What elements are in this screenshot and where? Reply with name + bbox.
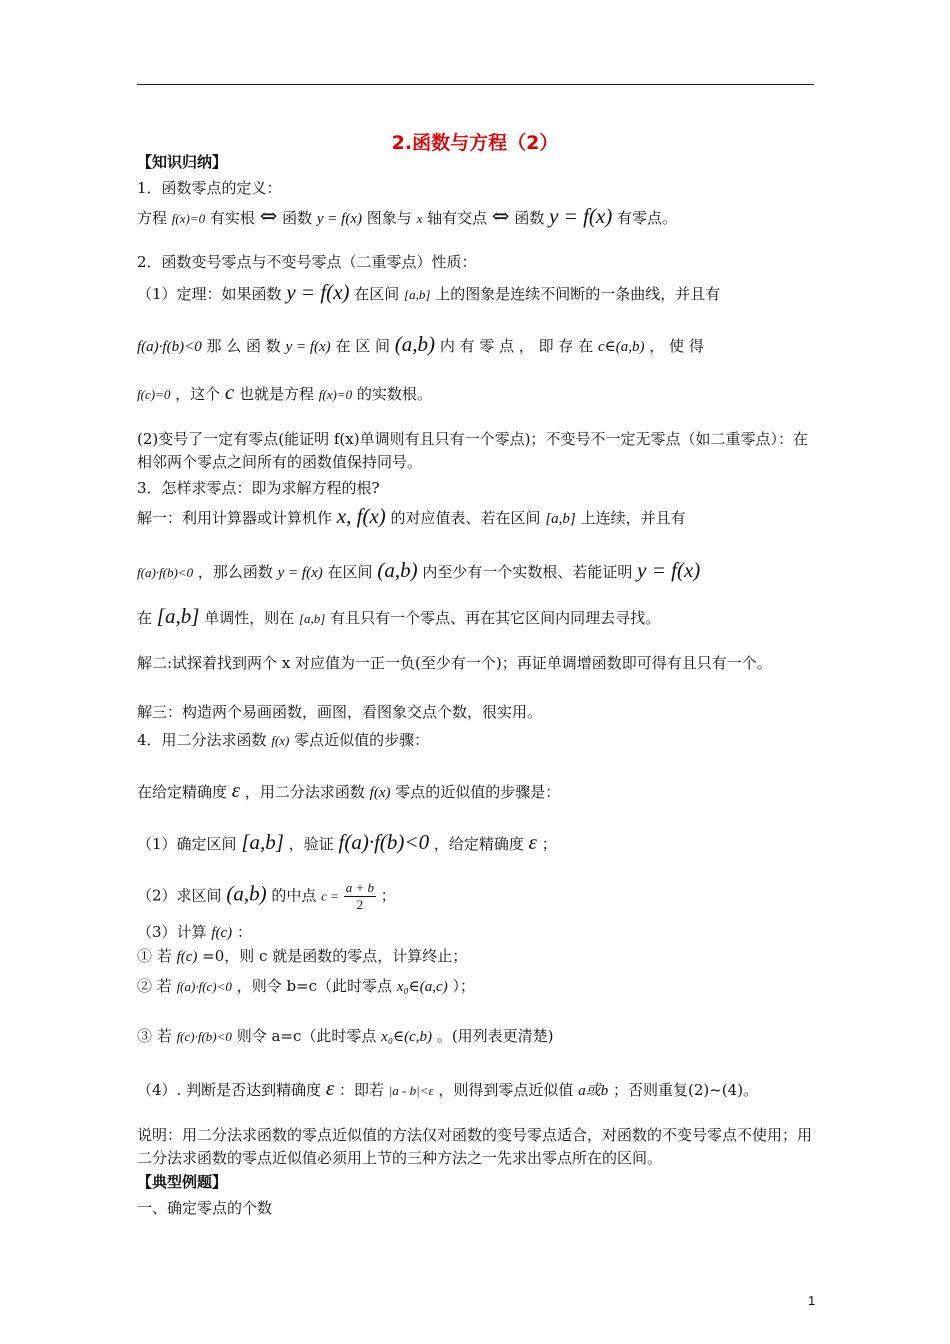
method-1-line-3: 在 [a,b] 单调性，则在 [a,b] 有且只有一个零点、再在其它区间内同理去寻找。 (137, 604, 661, 628)
case-3: ③ 若 f(c)·f(b)<0 则令 a=c（此时零点 x₀∈(c,b) 。(用列表更清楚) (137, 1027, 554, 1045)
bisection-step-4: （4）. 判断是否达到精确度 ε ：即若 |a - b|<ε ，则得到零点近似值 a或b ；否则重复(2)~(4)。 (137, 1076, 759, 1100)
bisection-step-3: （3）计算 f(c) ： (137, 923, 252, 941)
bisection-step-1: （1）确定区间 [a,b] ，验证 f(a)·f(b)<0 ，给定精确度 ε ； (137, 830, 557, 854)
method-2: 解二:试探着找到两个 x 对应值为一正一负(至少有一个)；再证单调增函数即可得有且只有一个。 (137, 654, 772, 672)
method-1-line-2: f(a)·f(b)<0 ，那么函数 y = f(x) 在区间 (a,b) 内至少有一个实数根、若能证明 y = f(x) (137, 558, 701, 582)
midpoint-fraction: $\frac{a + b}{2}$ (345, 880, 375, 912)
item-4-heading: 4．用二分法求函数 f(x) 零点近似值的步骤： (137, 731, 430, 749)
case-1: ① 若 f(c) =0，则 c 就是函数的零点，计算终止； (137, 947, 468, 965)
theorem-line-2: f(a)·f(b)<0 那 么 函 数 y = f(x) 在 区 间 (a,b) 内 有 零 点 ， 即 存 在 c∈(a,b) ， 使 得 (137, 332, 704, 356)
theorem-line-1: （1）定理：如果函数 y = f(x) 在区间 [a,b] 上的图象是连续不间断的一条曲线，并且有 (137, 280, 721, 304)
item-2-heading: 2．函数变号零点与不变号零点（二重零点）性质： (137, 253, 477, 271)
item-1-heading: 1．函数零点的定义： (137, 179, 282, 197)
sign-change-note: (2)变号了一定有零点(能证明 f(x)单调则有且只有一个零点)；不变号不一定无零点（如二重零点）：在相邻两个零点之间所有的函数值保持同号。 (137, 430, 808, 471)
method-3: 解三：构造两个易画函数，画图，看图象交点个数，很实用。 (137, 703, 543, 721)
bisection-note: 说明：用二分法求函数的零点近似值的方法仅对函数的变号零点适合，对函数的不变号零点不使用；用二分法求函数的零点近似值必须用上节的三种方法之一先求出零点所在的区间。 (137, 1126, 813, 1167)
section-heading-examples: 【典型例题】 (137, 1173, 228, 1191)
example-heading-1: 一、确定零点的个数 (137, 1199, 273, 1217)
page-title: 2.函数与方程（2） (391, 132, 559, 154)
bisection-intro: 在给定精确度 ε ，用二分法求函数 f(x) 零点的近似值的步骤是： (137, 778, 561, 802)
header-rule (137, 84, 814, 85)
method-1-line-1: 解一：利用计算器或计算机作 x, f(x) 的对应值表、若在区间 [a,b] 上连续，并且有 (137, 504, 686, 528)
section-heading-knowledge: 【知识归纳】 (137, 153, 228, 171)
bisection-step-2: （2）求区间 (a,b) 的中点 c = $\frac{a + b}{2}$ ； (137, 880, 396, 912)
page-number: 1 (808, 1293, 816, 1308)
item-3-heading: 3．怎样求零点：即为求解方程的根? (137, 479, 380, 497)
theorem-line-3: f(c)=0 ，这个 c 也就是方程 f(x)=0 的实数根。 (137, 380, 432, 404)
zero-definition-line: 方程 f(x)=0 有实根 ⇔ 函数 y = f(x) 图象与 x 轴有交点 ⇔ 函数 y = f(x) 有零点。 (137, 204, 678, 228)
case-2: ② 若 f(a)·f(c)<0 ，则令 b=c（此时零点 x₀∈(a,c) ）； (137, 977, 475, 995)
